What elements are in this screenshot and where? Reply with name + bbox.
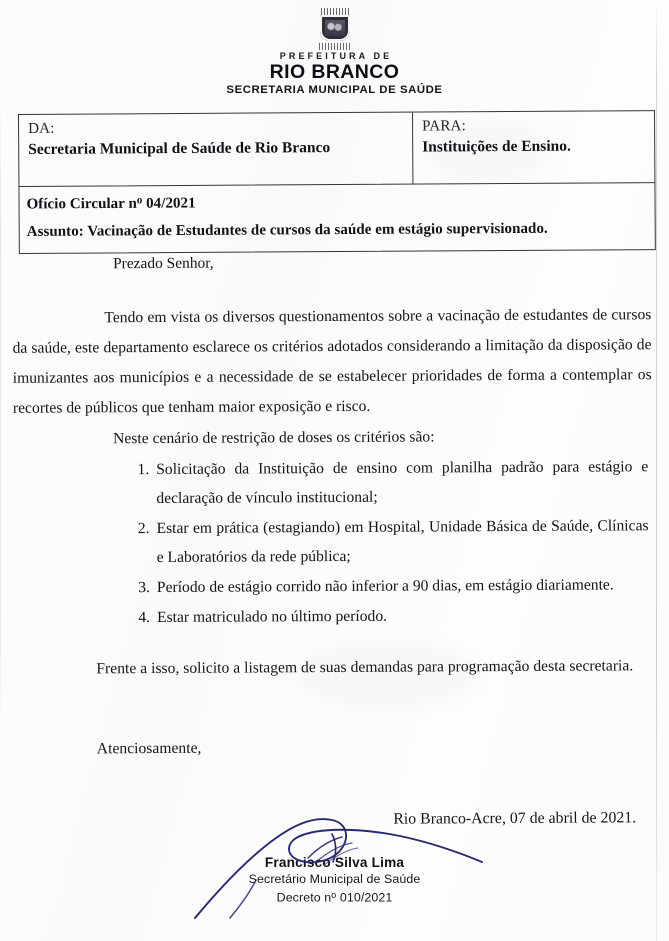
document-header-block [18, 110, 656, 254]
address-from-cell [19, 113, 413, 186]
list-item: Estar em prática (estagiando) em Hospital, Unidade Básica de Saúde, Clínicas e Laboratórios da rede pública; [156, 517, 649, 566]
letter-body [0, 248, 669, 835]
list-item: Solicitação da Instituição de ensino com planilha padrão para estágio e declaração de vínculo institucional; [156, 458, 649, 507]
address-from-value: Secretaria Municipal de Saúde de Rio Branco [28, 139, 331, 158]
letterhead-line-department: SECRETARIA MUNICIPAL DE SAÚDE [226, 84, 443, 96]
greeting-line: Prezado Senhor, [113, 254, 214, 273]
oficio-number-value: 04/2021 [142, 195, 196, 212]
letterhead [0, 8, 669, 98]
address-to-cell [413, 111, 654, 183]
signatory-name: Francisco Silva Lima [264, 855, 405, 870]
decree-value: 010/2021 [336, 890, 393, 905]
letterhead-line-prefeitura: PREFEITURA DE [279, 51, 393, 61]
oficio-reference-row [18, 182, 655, 254]
signatory-role: Secretário Municipal de Saúde [248, 872, 421, 886]
letterhead-line-city: RIO BRANCO [269, 61, 400, 83]
list-item: Estar matriculado no último período. [157, 607, 388, 626]
sign-off-line: Atenciosamente, [96, 739, 202, 758]
signature-block [0, 855, 669, 906]
oficio-number-prefix: Ofício Circular n [26, 195, 137, 213]
place-and-date: Rio Branco-Acre, 07 de abril de 2021. [393, 809, 637, 828]
signatory-decree [0, 887, 669, 906]
address-from-label: DA: [28, 119, 55, 137]
oficio-subject: Assunto: Vacinação de Estudantes de cursos da saúde em estágio supervisionado. [26, 220, 548, 240]
paragraph-closing: Frente a isso, solicito a listagem de suas demandas para programação desta secretaria. [96, 657, 634, 678]
list-item: Período de estágio corrido não inferior a 90 dias, em estágio diariamente. [156, 576, 614, 596]
paragraph-intro: Tendo em vista os diversos questionamentos sobre a vacinação de estudantes de cursos da saúde, este departamento esclarece os critérios adotados considerando a limitação da disposição de imunizantes aos municípios e a necessidade de se estabelecer prioridades de forma a contemplar os recortes de públicos que tenham maior exposição e risco. [12, 306, 652, 417]
address-table [18, 110, 655, 186]
coat-of-arms-icon [318, 8, 352, 50]
criteria-lead-line: Neste cenário de restrição de doses os critérios são: [113, 428, 435, 448]
oficio-number [26, 186, 654, 215]
address-to-label: PARA: [422, 117, 466, 135]
address-to-value: Instituições de Ensino. [422, 137, 571, 156]
oficio-number-ordinal: o [136, 194, 143, 207]
criteria-list [1, 452, 669, 633]
decree-ordinal: o [331, 890, 337, 900]
decree-prefix: Decreto n [276, 890, 332, 905]
